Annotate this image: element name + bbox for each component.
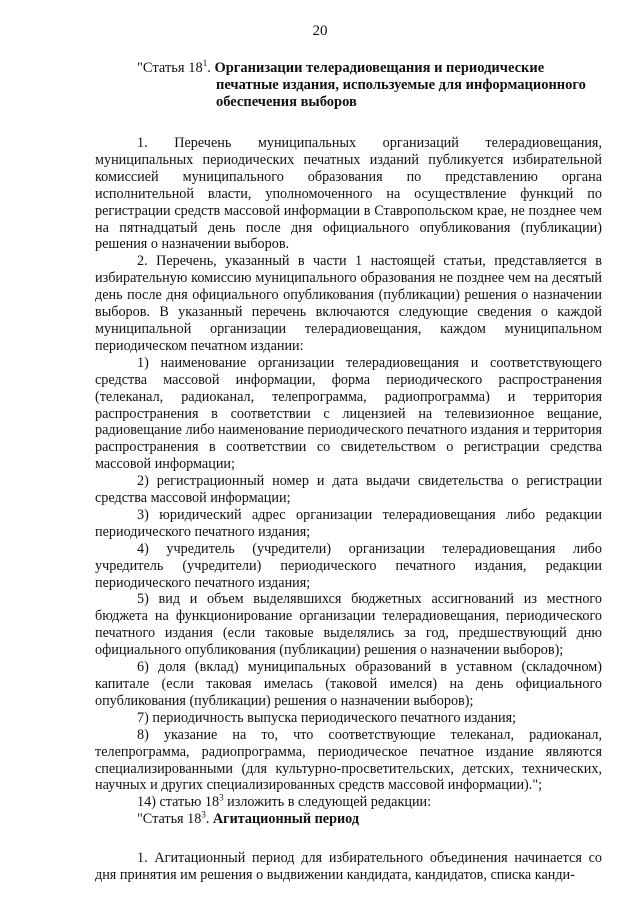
document-body [95, 135, 602, 884]
article-18-1-title-line1: Организации телерадиовещания и периодические [214, 60, 545, 76]
article-18-3-heading [95, 811, 602, 828]
paragraph: 1. Агитационный период для избирательного объединения начинается со дня принятия им решения о выдвижении кандидата, кандидатов, списка канди- [95, 850, 602, 884]
amendment-line: 14) статью $18^3$ изложить в следующей редакции: [137, 792, 432, 811]
paragraph: 2. Перечень, указанный в части 1 настоящей статьи, представляется в избирательную комиссию муниципального образования не позднее чем на десятый день после дня официального опубликования (публикации) решения о назначении выборов. В указанный перечень включаются следующие сведения о каждой муниципальной организации телерадиовещания, каждом муниципальном периодическом печатном издании: [95, 253, 602, 354]
page-number: 20 [312, 23, 328, 39]
list-item: 7) периодичность выпуска периодического печатного издания; [137, 709, 517, 726]
list-item: 3) юридический адрес организации телерадиовещания либо редакции периодического печатного издания; [95, 506, 602, 540]
article-18-3-title: Агитационный период [212, 811, 359, 828]
article-18-3-label: "Статья $18^3$. [137, 809, 210, 828]
article-18-1-title-cont: печатные издания, используемые для информационного обеспечения выборов [216, 77, 586, 110]
list-item: 5) вид и объем выделявшихся бюджетных ассигнований из местного бюджета на функционирование организации телерадиовещания, периодического печатного издания (если таковые выделялись за год, предшествующий дню официального опубликования (публикации) решения о назначении выборов); [95, 591, 602, 659]
article-18-1-heading [137, 60, 607, 111]
list-item: 1) наименование организации телерадиовещания и соответствующего средства массовой информации, форма периодического распространения (телеканал, радиоканал, телепрограмма, радиопрограмма) и территория распространения в соответствии с лицензией на телевизионное вещание, радиовещание либо наименование периодического печатного издания и территория распространения в соответствии со свидетельством о регистрации средства массовой информации; [95, 354, 602, 473]
list-item: 2) регистрационный номер и дата выдачи свидетельства о регистрации средства массовой информации; [95, 473, 602, 507]
list-item: 8) указание на то, что соответствующие телеканал, радиоканал, телепрограмма, радиопрограмма, периодическое печатное издание являются специализированными (для культурно-просветительских, детских, технических, научных и других специализированных средств массовой информации)."; [95, 726, 602, 794]
list-item: 6) доля (вклад) муниципальных образований в уставном (складочном) капитале (если таковая имелась (таковой имелся) на день официального опубликования (публикации) решения о назначении выборов); [95, 659, 602, 709]
article-18-1-label: "Статья $18^1$. [137, 58, 211, 76]
paragraph: 1. Перечень муниципальных организаций телерадиовещания, муниципальных периодических печатных изданий публикуется избирательной комиссией муниципального образования по представлению органа исполнительной власти, уполномоченного на осуществление функций по регистрации средств массовой информации в Ставропольском крае, не позднее чем на пятнадцатый день после дня официального опубликования (публикации) решения о назначении выборов. [95, 135, 602, 253]
list-item: 4) учредитель (учредители) организации телерадиовещания либо учредитель (учредители) периодического печатного издания, редакции периодического печатного издания; [95, 540, 602, 591]
